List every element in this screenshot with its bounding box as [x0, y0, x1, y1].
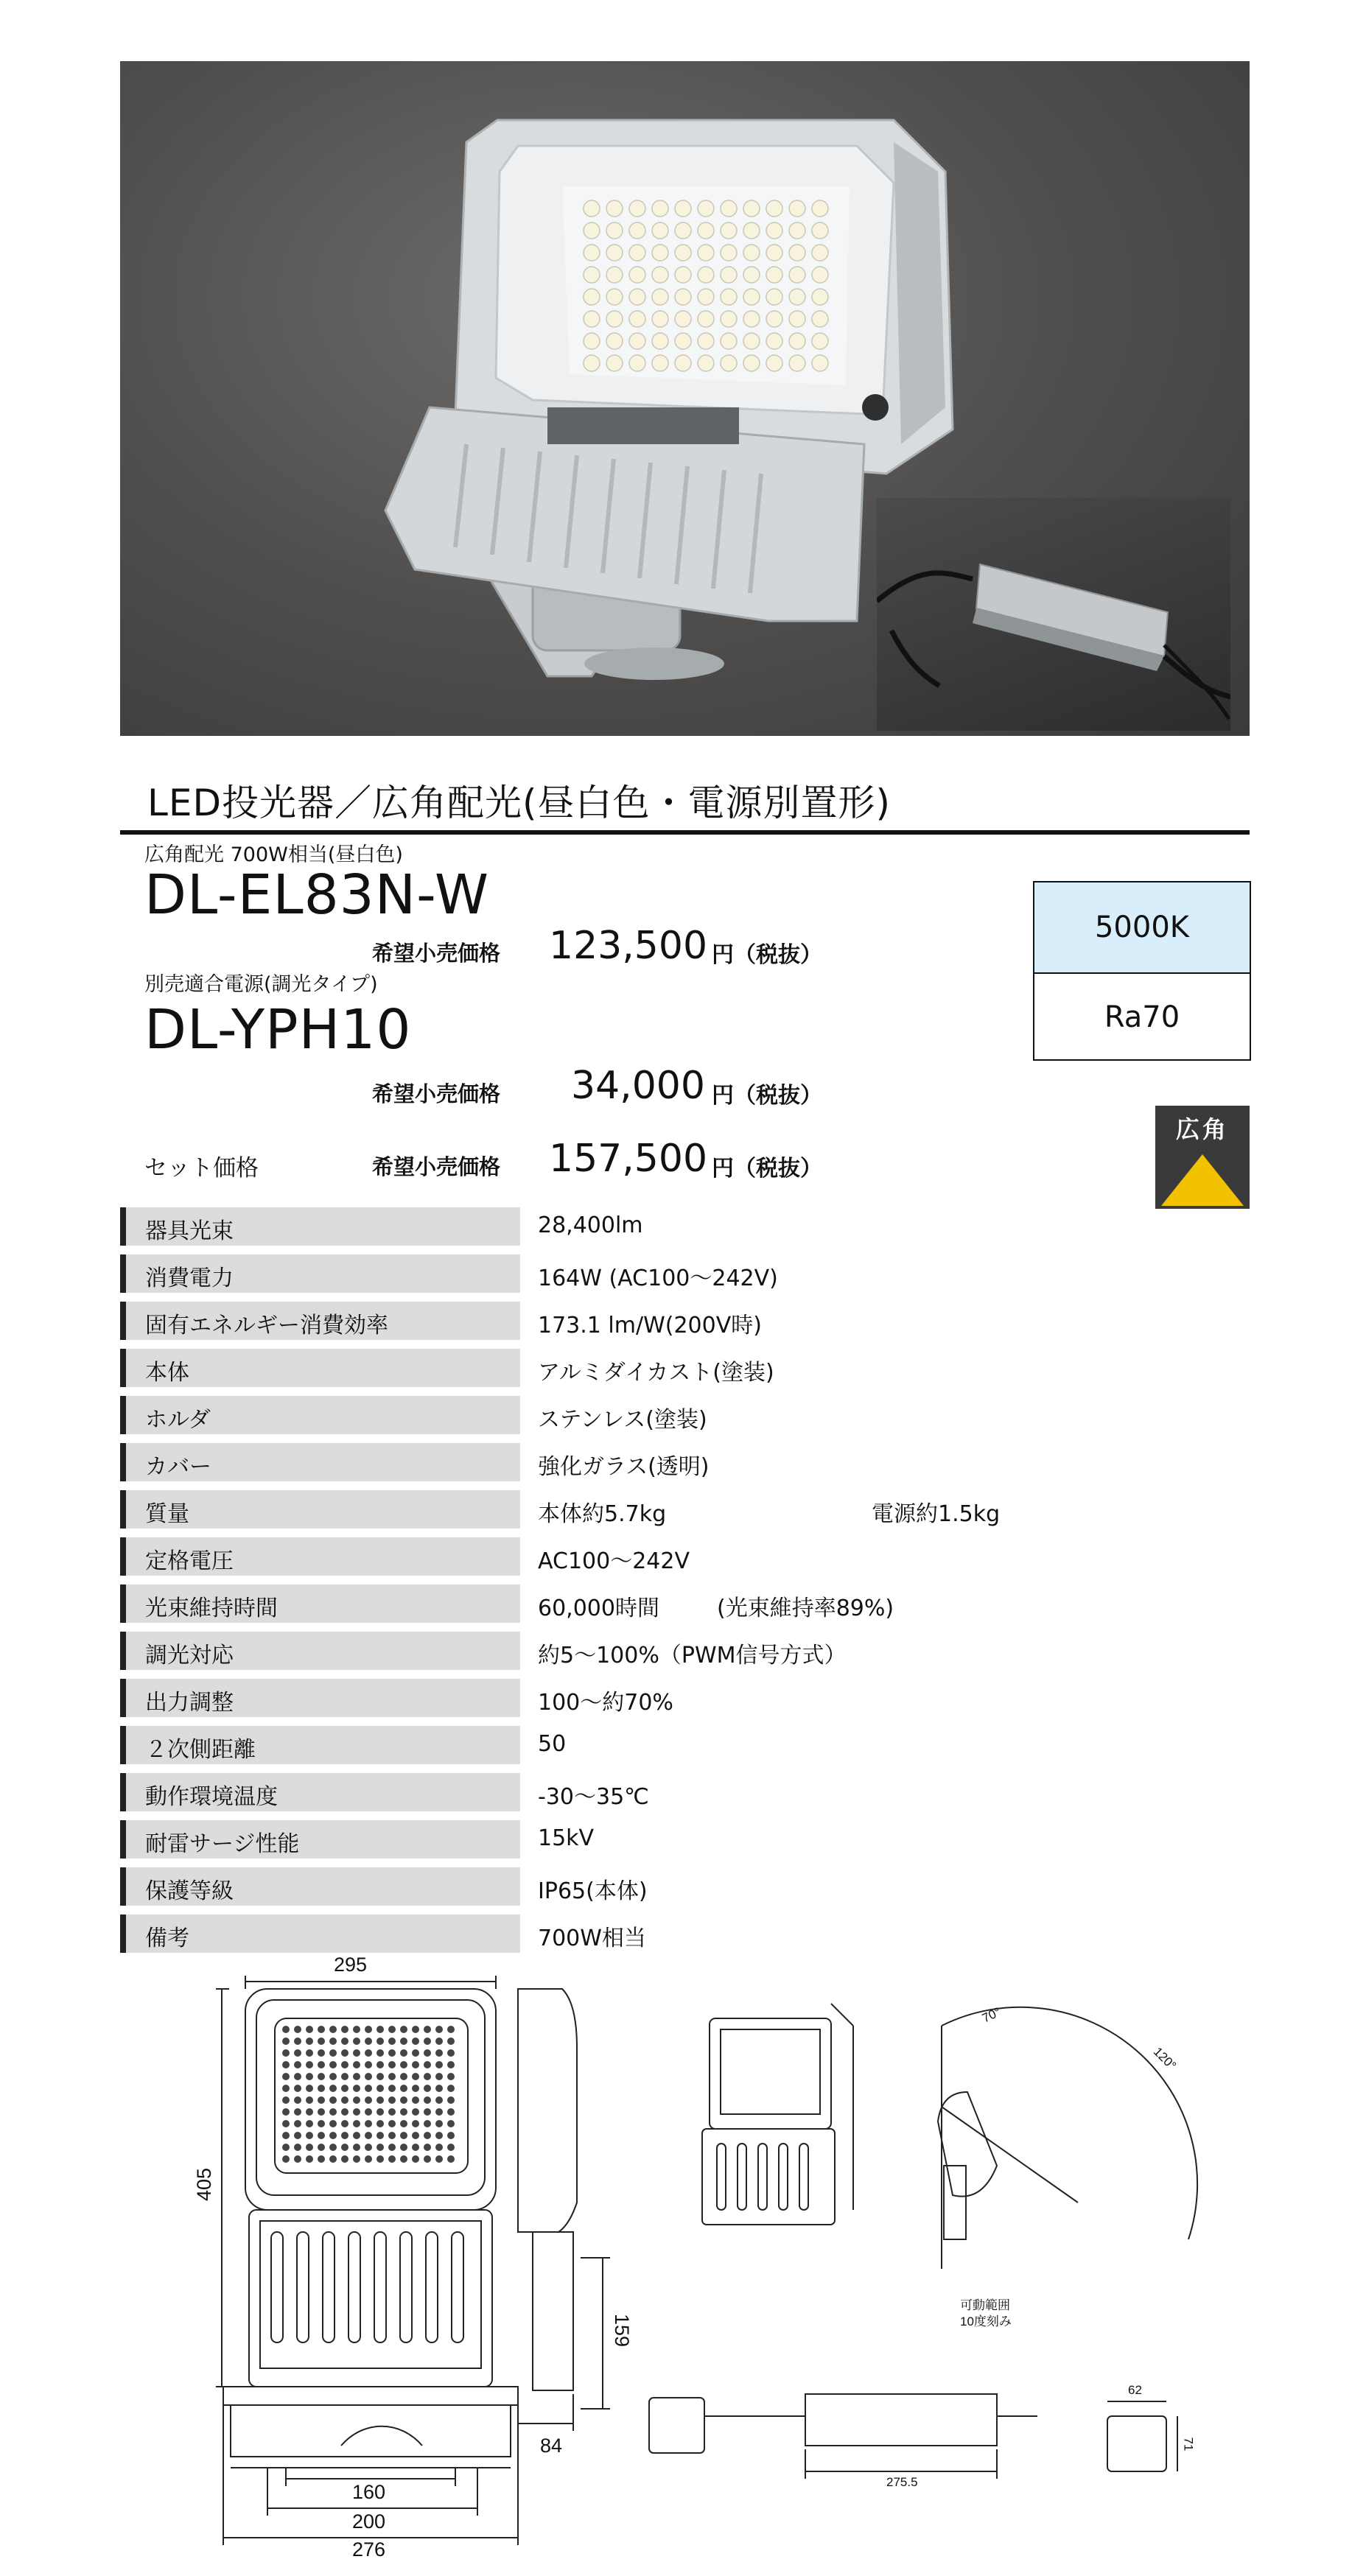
spec-row [120, 1207, 1250, 1254]
spec-row-marker [120, 1915, 126, 1953]
spec-row [120, 1773, 1250, 1820]
spec-row-marker [120, 1867, 126, 1906]
spec-row-marker [120, 1349, 126, 1387]
spec-row [120, 1443, 1250, 1490]
spec-value: 15kV [538, 1825, 595, 1851]
dim-angle-70: 70° [979, 2004, 1004, 2026]
spec-row-marker [120, 1584, 126, 1623]
spec-row [120, 1584, 1250, 1632]
psu-yen-note: 円（税抜） [712, 1083, 822, 1109]
spec-row [120, 1254, 1250, 1302]
dim-276: 276 [352, 2538, 386, 2561]
psu-model: DL-YPH10 [144, 998, 412, 1061]
spec-value: -30〜35℃ [538, 1784, 649, 1810]
fixture-subtitle: 広角配光 700W相当(昼白色) [144, 843, 403, 866]
spec-row-marker [120, 1726, 126, 1764]
dim-200: 200 [352, 2510, 386, 2533]
spec-row-marker [120, 1207, 126, 1246]
set-price-label: 希望小売価格 [372, 1154, 501, 1179]
spec-row [120, 1867, 1250, 1915]
spec-value: 28,400lm [538, 1212, 643, 1238]
set-yen-note: 円（税抜） [712, 1156, 822, 1182]
adjust-range-note: 可動範囲 [960, 2298, 1010, 2312]
adjust-step-note: 10度刻み [960, 2314, 1012, 2328]
dim-width-top: 295 [334, 1954, 368, 1976]
spec-label: 定格電圧 [145, 1548, 234, 1574]
dim-angle-120: 120° [1150, 2044, 1180, 2073]
spec-row [120, 1396, 1250, 1443]
dim-160: 160 [352, 2481, 386, 2503]
spec-label: 備考 [145, 1926, 189, 1951]
dim-bracket-height: 159 [611, 2313, 634, 2348]
technical-drawing [120, 1959, 1250, 2563]
dim-psu-height: 71 [1181, 2437, 1196, 2452]
fixture-model: DL-EL83N-W [144, 863, 489, 927]
dim-height: 405 [193, 2167, 216, 2202]
spec-value: 本体約5.7kg [538, 1501, 667, 1527]
spec-row-marker [120, 1302, 126, 1340]
power-supply-illustration [877, 498, 1230, 731]
spec-value: AC100〜242V [538, 1548, 690, 1574]
spec-row [120, 1820, 1250, 1867]
beam-angle-label: 広角 [1155, 1106, 1250, 1150]
spec-label: 出力調整 [145, 1690, 234, 1716]
spec-value: 60,000時間 [538, 1596, 659, 1621]
spec-row-marker [120, 1537, 126, 1576]
beam-triangle-icon [1155, 1150, 1250, 1209]
color-temperature: 5000K [1034, 882, 1250, 974]
dim-psu-length: 275.5 [886, 2475, 918, 2489]
spec-row [120, 1537, 1250, 1584]
spec-value: 700W相当 [538, 1926, 646, 1951]
spec-value: 100〜約70% [538, 1690, 673, 1716]
spec-value: アルミダイカスト(塗装) [538, 1360, 774, 1386]
set-price: 157,500 [549, 1137, 708, 1181]
dim-depth: 84 [540, 2435, 563, 2457]
spec-row [120, 1302, 1250, 1349]
beam-angle-badge [1155, 1106, 1250, 1209]
spec-value: 50 [538, 1731, 567, 1757]
fixture-price-label: 希望小売価格 [372, 941, 501, 966]
color-spec-box [1033, 881, 1251, 1061]
spec-value: 強化ガラス(透明) [538, 1454, 710, 1480]
spec-label: 固有エネルギー消費効率 [145, 1313, 388, 1338]
spec-row [120, 1632, 1250, 1679]
spec-value: ステンレス(塗装) [538, 1407, 707, 1433]
spec-label: 質量 [145, 1501, 189, 1527]
fixture-yen-note: 円（税抜） [712, 942, 822, 968]
spec-row-marker [120, 1679, 126, 1717]
spec-value-secondary: 電源約1.5kg [872, 1501, 1001, 1527]
spec-row [120, 1679, 1250, 1726]
spec-label: カバー [145, 1454, 211, 1480]
spec-row [120, 1490, 1250, 1537]
spec-row [120, 1726, 1250, 1773]
spec-value: 164W (AC100〜242V) [538, 1266, 778, 1291]
spec-row [120, 1915, 1250, 1962]
spec-label: 器具光束 [145, 1218, 234, 1244]
psu-price: 34,000 [571, 1064, 705, 1108]
spec-row-marker [120, 1396, 126, 1434]
spec-value-note: (光束維持率89%) [717, 1596, 894, 1621]
spec-value: 173.1 lm/W(200V時) [538, 1313, 762, 1338]
spec-label: 動作環境温度 [145, 1784, 278, 1810]
spec-row [120, 1349, 1250, 1396]
spec-label: 消費電力 [145, 1266, 234, 1291]
color-rendering-index: Ra70 [1104, 1000, 1180, 1034]
dim-psu-width: 62 [1128, 2383, 1142, 2397]
spec-value: IP65(本体) [538, 1878, 648, 1904]
spec-row-marker [120, 1254, 126, 1293]
power-supply-photo [877, 498, 1230, 731]
spec-row-marker [120, 1632, 126, 1670]
spec-label: 保護等級 [145, 1878, 234, 1904]
spec-label: ホルダ [145, 1407, 211, 1433]
psu-price-label: 希望小売価格 [372, 1081, 501, 1106]
product-photo [120, 61, 1250, 736]
set-label: セット価格 [144, 1155, 259, 1182]
spec-row-marker [120, 1490, 126, 1529]
spec-label: ２次側距離 [145, 1737, 256, 1763]
title-divider [120, 830, 1250, 835]
spec-label: 調光対応 [145, 1643, 234, 1668]
spec-label: 光束維持時間 [145, 1596, 278, 1621]
spec-row-marker [120, 1773, 126, 1811]
spec-value: 約5〜100%（PWM信号方式） [538, 1643, 847, 1668]
spec-label: 本体 [145, 1360, 189, 1386]
spec-row-marker [120, 1820, 126, 1859]
spec-row-marker [120, 1443, 126, 1481]
fixture-price: 123,500 [549, 924, 708, 968]
page-title: LED投光器／広角配光(昼白色・電源別置形) [147, 782, 891, 824]
dimension-drawings [120, 1954, 1250, 2563]
psu-subtitle: 別売適合電源(調光タイプ) [144, 973, 378, 996]
spec-label: 耐雷サージ性能 [145, 1831, 300, 1857]
